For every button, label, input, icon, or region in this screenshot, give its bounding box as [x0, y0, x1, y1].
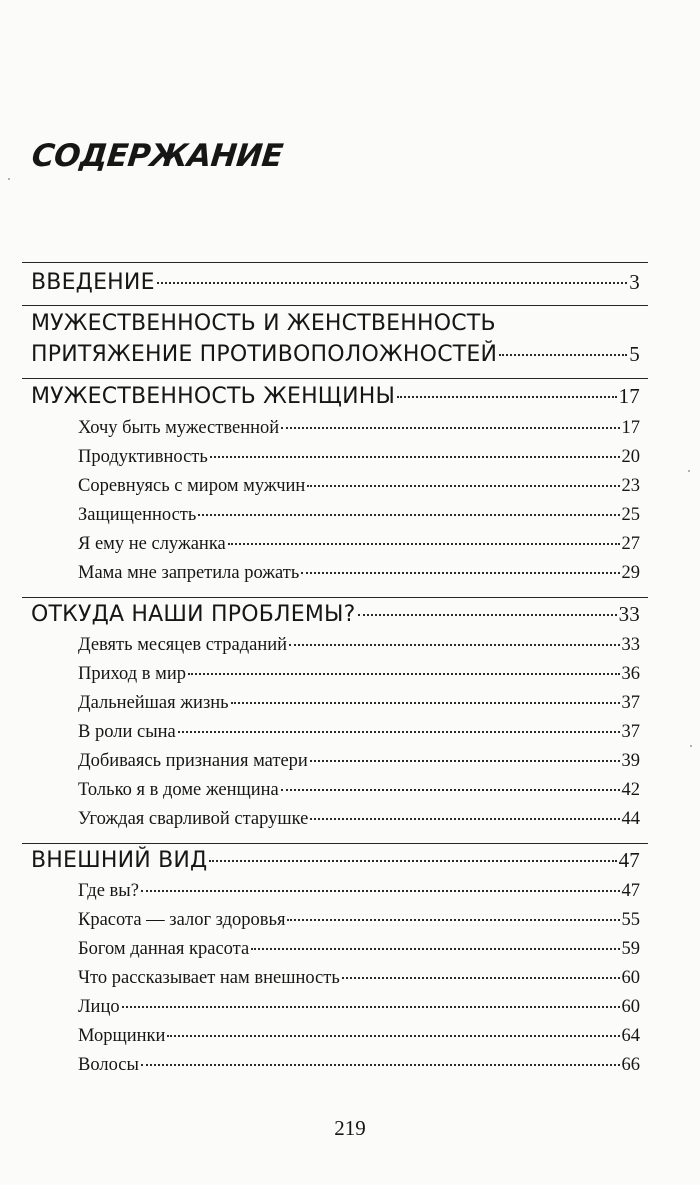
toc-item[interactable]	[78, 968, 640, 989]
toc-item-page: 37	[621, 693, 640, 713]
leader-dots	[310, 760, 620, 762]
leader-dots	[301, 572, 619, 574]
leader-dots	[157, 282, 628, 284]
toc-item-page: 60	[621, 997, 640, 1017]
leader-dots	[210, 456, 620, 458]
leader-dots	[231, 702, 620, 704]
leader-dots	[397, 396, 617, 398]
toc-item-page: 60	[621, 968, 640, 988]
leader-dots	[310, 818, 619, 820]
toc-item-page: 55	[621, 910, 640, 930]
leader-dots	[167, 1035, 619, 1037]
section-divider	[22, 597, 648, 598]
toc-item-page: 39	[621, 751, 640, 771]
toc-item[interactable]	[78, 447, 640, 468]
toc-item-page: 37	[621, 722, 640, 742]
section-divider	[22, 305, 648, 306]
toc-item[interactable]	[78, 418, 640, 439]
toc-item-title: Волосы	[78, 1055, 139, 1075]
toc-section-page: 5	[629, 342, 640, 366]
toc-item-title: Что рассказывает нам внешность	[78, 968, 340, 988]
leader-dots	[289, 644, 619, 646]
leader-dots	[141, 890, 620, 892]
section-divider	[22, 262, 648, 263]
leader-dots	[251, 948, 619, 950]
leader-dots	[499, 354, 627, 356]
leader-dots	[287, 919, 619, 921]
toc-item-title: В роли сына	[78, 722, 176, 742]
toc-section-title-line1: МУЖЕСТВЕННОСТЬ И ЖЕНСТВЕННОСТЬ	[31, 311, 496, 336]
toc-item-title: Только я в доме женщина	[78, 780, 279, 800]
toc-item[interactable]	[78, 780, 640, 801]
toc-item-title: Продуктивность	[78, 447, 208, 467]
toc-item-title: Лицо	[78, 997, 120, 1017]
toc-item-page: 66	[621, 1055, 640, 1075]
toc-item[interactable]	[78, 1026, 640, 1047]
toc-item[interactable]	[78, 809, 640, 830]
toc-item[interactable]	[78, 693, 640, 714]
toc-section[interactable]	[31, 848, 640, 873]
toc-item-page: 47	[621, 881, 640, 901]
toc-item[interactable]	[78, 881, 640, 902]
toc-item-title: Я ему не служанка	[78, 534, 226, 554]
page-number: 219	[334, 1116, 366, 1140]
toc-item-title: Богом данная красота	[78, 939, 250, 959]
toc-item-page: 42	[621, 780, 640, 800]
toc-item-title: Девять месяцев страданий	[78, 635, 288, 655]
toc-section-page: 33	[618, 602, 640, 626]
toc-item[interactable]	[78, 563, 640, 584]
toc-section[interactable]	[31, 342, 640, 367]
leader-dots	[281, 789, 620, 791]
toc-item-page: 64	[621, 1026, 640, 1046]
leader-dots	[122, 1006, 620, 1008]
leader-dots	[281, 427, 619, 429]
toc-item-page: 44	[621, 809, 640, 829]
toc-item[interactable]	[78, 534, 640, 555]
toc-item-title: Хочу быть мужественной	[78, 418, 280, 438]
toc-item[interactable]	[78, 1055, 640, 1076]
toc-section-page: 17	[618, 384, 640, 408]
leader-dots	[307, 485, 619, 487]
section-divider	[22, 843, 648, 844]
leader-dots	[198, 514, 619, 516]
toc-item[interactable]	[78, 997, 640, 1018]
toc-item[interactable]	[78, 476, 640, 497]
toc-item-page: 20	[621, 447, 640, 467]
toc-item-title: Морщинки	[78, 1026, 166, 1046]
toc-section-page: 47	[618, 848, 640, 872]
toc-item-title: Где вы?	[78, 881, 139, 901]
leader-dots	[209, 860, 616, 862]
toc-item-title: Приход в мир	[78, 664, 187, 684]
paper-speck	[8, 178, 10, 180]
toc-section-title: МУЖЕСТВЕННОСТЬ ЖЕНЩИНЫ	[31, 384, 396, 409]
toc-item-page: 23	[621, 476, 640, 496]
toc-item-page: 36	[621, 664, 640, 684]
section-divider	[22, 378, 648, 379]
toc-heading: СОДЕРЖАНИЕ	[30, 138, 285, 174]
toc-item-page: 27	[621, 534, 640, 554]
paper-speck	[690, 745, 692, 747]
leader-dots	[188, 673, 619, 675]
toc-item[interactable]	[78, 505, 640, 526]
leader-dots	[342, 977, 620, 979]
toc-section-page: 3	[629, 270, 640, 294]
toc-section[interactable]	[31, 384, 640, 409]
toc-section-title: ПРИТЯЖЕНИЕ ПРОТИВОПОЛОЖНОСТЕЙ	[31, 342, 498, 367]
toc-item-page: 59	[621, 939, 640, 959]
toc-section-title: ВВЕДЕНИЕ	[31, 270, 155, 295]
toc-section-title: ОТКУДА НАШИ ПРОБЛЕМЫ?	[31, 602, 356, 627]
toc-item-title: Мама мне запретила рожать	[78, 563, 300, 583]
toc-section[interactable]	[31, 602, 640, 627]
toc-item-title: Соревнуясь с миром мужчин	[78, 476, 306, 496]
toc-item-page: 29	[621, 563, 640, 583]
toc-item-title: Красота — залог здоровья	[78, 910, 286, 930]
toc-item-page: 17	[621, 418, 640, 438]
leader-dots	[358, 614, 617, 616]
toc-item-page: 33	[621, 635, 640, 655]
toc-item[interactable]	[78, 722, 640, 743]
toc-item-title: Дальнейшая жизнь	[78, 693, 229, 713]
toc-item[interactable]	[78, 910, 640, 931]
toc-item-page: 25	[621, 505, 640, 525]
leader-dots	[178, 731, 620, 733]
paper-speck	[688, 470, 690, 472]
toc-item[interactable]	[78, 939, 640, 960]
leader-dots	[141, 1064, 620, 1066]
toc-item-title: Защищенность	[78, 505, 197, 525]
toc-item[interactable]	[78, 664, 640, 685]
leader-dots	[228, 543, 620, 545]
toc-item[interactable]	[78, 635, 640, 656]
toc-item[interactable]	[78, 751, 640, 772]
toc-section-title: ВНЕШНИЙ ВИД	[31, 848, 208, 873]
toc-item-title: Угождая сварливой старушке	[78, 809, 309, 829]
toc-section[interactable]	[31, 270, 640, 295]
toc-item-title: Добиваясь признания матери	[78, 751, 308, 771]
